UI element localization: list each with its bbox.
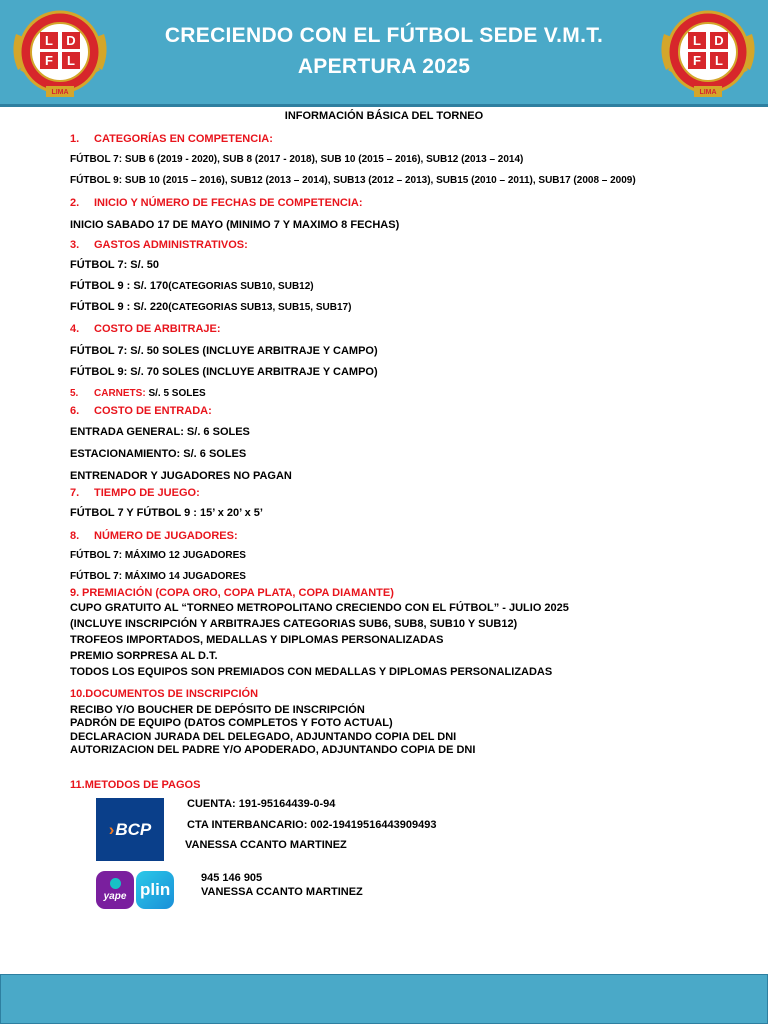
tiempo-juego: FÚTBOL 7 Y FÚTBOL 9 : 15’ x 20’ x 5’ — [70, 507, 263, 519]
section-title: PREMIACIÓN (COPA ORO, COPA PLATA, COPA DIAMANTE) — [82, 587, 394, 599]
section-title: GASTOS ADMINISTRATIVOS: — [94, 239, 248, 251]
documento-4: AUTORIZACION DEL PADRE Y/O APODERADO, ADJUNTANDO COPIA DE DNI — [70, 744, 476, 756]
section-arbitraje — [70, 323, 221, 335]
cuenta-bcp: CUENTA: 191-95164439-0-94 — [187, 798, 336, 810]
yape-logo-text: yape — [103, 891, 127, 902]
section-carnets — [70, 388, 206, 399]
section-title: COSTO DE ARBITRAJE: — [94, 323, 221, 335]
cat-futbol9: FÚTBOL 9: SUB 10 (2015 – 2016), SUB12 (2013 – 2014), SUB13 (2012 – 2013), SUB15 (2010 – 2011), SUB17 (2008 – 2009) — [70, 175, 636, 186]
section-number: 4. — [70, 323, 80, 335]
inicio-text: INICIO SABADO 17 DE MAYO (MINIMO 7 Y MAXIMO 8 FECHAS) — [70, 219, 400, 231]
section-categorias — [70, 133, 273, 145]
documento-1: RECIBO Y/O BOUCHER DE DEPÓSITO DE INSCRIPCIÓN — [70, 704, 365, 716]
documento-3: DECLARACION JURADA DEL DELEGADO, ADJUNTANDO COPIA DEL DNI — [70, 731, 457, 743]
logo-letter-f: F — [45, 53, 53, 68]
plin-logo — [136, 871, 174, 909]
section-gastos — [70, 239, 248, 251]
no-pagan: ENTRENADOR Y JUGADORES NO PAGAN — [70, 470, 292, 482]
premiacion-2: (INCLUYE INSCRIPCIÓN Y ARBITRAJES CATEGORIAS SUB6, SUB8, SUB10 Y SUB12) — [70, 618, 518, 630]
gastos-futbol7: FÚTBOL 7: S/. 50 — [70, 259, 160, 271]
logo-letter-f: F — [693, 53, 701, 68]
cta-interbancaria: CTA INTERBANCARIO: 002-19419516443909493 — [187, 819, 437, 831]
section-number: 5. — [70, 388, 79, 399]
logo-letter-d: D — [714, 33, 724, 48]
logo-letter-l2: L — [67, 53, 75, 68]
section-entrada — [70, 405, 212, 417]
section-number: 7. — [70, 487, 80, 499]
section-title: CATEGORÍAS EN COMPETENCIA: — [94, 133, 273, 145]
carnets-value: S/. 5 SOLES — [145, 388, 206, 399]
logo-letter-l1: L — [45, 33, 53, 48]
plin-logo-text: plin — [140, 880, 171, 899]
section-title: NÚMERO DE JUGADORES: — [94, 530, 238, 542]
jugadores-1: FÚTBOL 7: MÁXIMO 12 JUGADORES — [70, 550, 246, 561]
gastos-note: (CATEGORIAS SUB13, SUB15, SUB17) — [168, 302, 352, 313]
gastos-futbol9-b — [70, 301, 351, 313]
section-number: 6. — [70, 405, 80, 417]
cat-futbol7: FÚTBOL 7: SUB 6 (2019 - 2020), SUB 8 (2017 - 2018), SUB 10 (2015 – 2016), SUB12 (2013 – 2014) — [70, 154, 524, 165]
arbitraje-futbol7: FÚTBOL 7: S/. 50 SOLES (INCLUYE ARBITRAJE Y CAMPO) — [70, 345, 378, 357]
titular-bcp: VANESSA CCANTO MARTINEZ — [185, 839, 347, 851]
header-banner — [0, 0, 768, 107]
bcp-logo-text: BCP — [115, 819, 152, 839]
logo-city: LIMA — [51, 89, 69, 96]
section-number: 2. — [70, 197, 80, 209]
footer-banner — [0, 974, 768, 1024]
telefono-yape-plin: 945 146 905 — [201, 872, 263, 884]
section-jugadores — [70, 530, 238, 542]
gastos-note: (CATEGORIAS SUB10, SUB12) — [168, 281, 314, 292]
documento-2: PADRÓN DE EQUIPO (DATOS COMPLETOS Y FOTO ACTUAL) — [70, 717, 393, 729]
section-documentos — [70, 688, 258, 700]
section-number: 1. — [70, 133, 80, 145]
ldfl-logo-right — [654, 4, 762, 100]
section-inicio — [70, 197, 363, 209]
section-title: TIEMPO DE JUEGO: — [94, 487, 200, 499]
yape-dot-icon — [110, 878, 121, 889]
gastos-futbol9-a — [70, 280, 314, 292]
premiacion-5: TODOS LOS EQUIPOS SON PREMIADOS CON MEDALLAS Y DIPLOMAS PERSONALIZADAS — [70, 666, 553, 678]
premiacion-1: CUPO GRATUITO AL “TORNEO METROPOLITANO CRECIENDO CON EL FÚTBOL” - JULIO 2025 — [70, 602, 569, 614]
ldfl-logo-left — [6, 4, 114, 100]
yape-logo — [96, 871, 134, 909]
section-number: 11. — [70, 779, 85, 791]
section-number: 3. — [70, 239, 80, 251]
logo-letter-d: D — [66, 33, 76, 48]
premiacion-3: TROFEOS IMPORTADOS, MEDALLAS Y DIPLOMAS PERSONALIZADAS — [70, 634, 444, 646]
gastos-amount: FÚTBOL 9 : S/. 170 — [70, 280, 169, 292]
section-title: CARNETS: — [94, 388, 146, 399]
section-pagos — [70, 779, 200, 791]
page-title: CRECIENDO CON EL FÚTBOL SEDE V.M.T. — [164, 24, 604, 47]
entrada-general: ENTRADA GENERAL: S/. 6 SOLES — [70, 426, 250, 438]
section-tiempo — [70, 487, 200, 499]
logo-letter-l1: L — [693, 33, 701, 48]
premiacion-4: PREMIO SORPRESA AL D.T. — [70, 650, 218, 662]
section-number: 10. — [70, 688, 86, 700]
section-premiacion — [70, 587, 394, 599]
gastos-amount: FÚTBOL 9 : S/. 220 — [70, 301, 169, 313]
section-title: INICIO Y NÚMERO DE FECHAS DE COMPETENCIA: — [94, 197, 363, 209]
section-title: DOCUMENTOS DE INSCRIPCIÓN — [85, 688, 259, 700]
logo-city: LIMA — [699, 89, 717, 96]
jugadores-2: FÚTBOL 7: MÁXIMO 14 JUGADORES — [70, 571, 246, 582]
estacionamiento: ESTACIONAMIENTO: S/. 6 SOLES — [70, 448, 247, 460]
bcp-logo: ›BCP — [96, 798, 164, 861]
info-heading: INFORMACIÓN BÁSICA DEL TORNEO — [284, 110, 484, 122]
arbitraje-futbol9: FÚTBOL 9: S/. 70 SOLES (INCLUYE ARBITRAJE Y CAMPO) — [70, 366, 378, 378]
logo-letter-l2: L — [715, 53, 723, 68]
section-title: METODOS DE PAGOS — [84, 779, 201, 791]
section-number: 8. — [70, 530, 80, 542]
section-title: COSTO DE ENTRADA: — [94, 405, 212, 417]
page-subtitle-season: APERTURA 2025 — [297, 55, 471, 78]
section-number: 9. — [70, 587, 80, 599]
titular-yape-plin: VANESSA CCANTO MARTINEZ — [201, 886, 363, 898]
